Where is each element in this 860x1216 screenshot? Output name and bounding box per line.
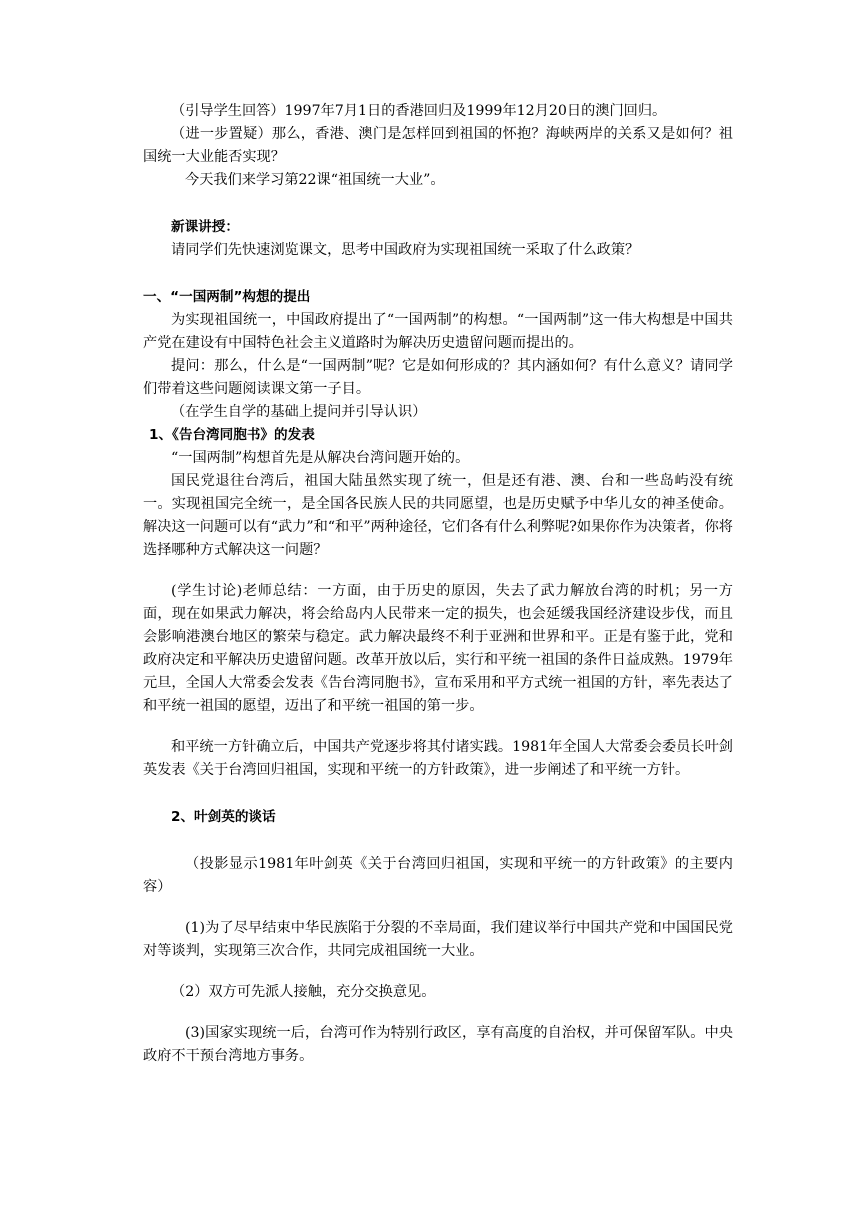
- subsection-one-heading: 1、《告台湾同胞书》的发表: [149, 427, 315, 443]
- subsection-two-heading: 2、叶剑英的谈话: [171, 809, 276, 825]
- intro-question-paragraph: （进一步置疑）那么，香港、澳门是怎样回到祖国的怀抱？海峡两岸的关系又是如何？祖国统一大业能否实现？: [143, 126, 733, 165]
- lesson-intro-paragraph: 今天我们来学习第22课“祖国统一大业”。: [185, 172, 445, 188]
- peaceful-policy-paragraph: 和平统一方针确立后，中国共产党逐步将其付诸实践。1981年全国人大常委会委员长叶剑英发表《关于台湾回归祖国，实现和平统一的方针政策》，进一步阐述了和平统一方针。: [143, 739, 733, 778]
- document-page: [143, 100, 733, 1068]
- teacher-summary-paragraph: (学生讨论)老师总结：一方面，由于历史的原因，失去了武力解放台湾的时机；另一方面，现在如果武力解决，将会给岛内人民带来一定的损失，也会延缓我国经济建设步伐，而且会影响港澳台地区的繁荣与稳定。武力解决最终不利于亚洲和世界和平。正是有鉴于此，党和政府决定和平解决历史遗留问题。改革开放以后，实行和平统一祖国的条件日益成熟。1979年元旦，全国人大常委会发表《告台湾同胞书》，宣布采用和平方式统一祖国的方针，率先表达了和平统一祖国的愿望，迈出了和平统一祖国的第一步。: [143, 583, 733, 714]
- new-lesson-question-paragraph: 请同学们先快速浏览课文，思考中国政府为实现祖国统一采取了什么政策？: [171, 242, 640, 258]
- one-country-two-systems-paragraph: 为实现祖国统一，中国政府提出了“一国两制”的构想。“一国两制”这一伟大构想是中国共产党在建设有中国特色社会主义道路时为解决历史遗留问题而提出的。: [143, 312, 733, 351]
- policy-point-2: （2）双方可先派人接触，充分交换意见。: [171, 984, 436, 1000]
- taiwan-origin-paragraph: “一国两制”构想首先是从解决台湾问题开始的。: [171, 450, 470, 466]
- policy-point-3: (3)国家实现统一后，台湾可作为特别行政区，享有高度的自治权，并可保留军队。中央政府不干预台湾地方事务。: [143, 1025, 733, 1064]
- reunification-options-paragraph: 国民党退往台湾后，祖国大陆虽然实现了统一，但是还有港、澳、台和一些岛屿没有统一。实现祖国完全统一，是全国各民族人民的共同愿望，也是历史赋予中华儿女的神圣使命。解决这一问题可以有“武力”和“和平”两种途径，它们各有什么利弊呢?如果你作为决策者，你将选择哪种方式解决这一问题？: [143, 473, 733, 558]
- guided-learning-note: （在学生自学的基础上提问并引导认识）: [171, 404, 427, 420]
- section-one-heading: 一、“一国两制”构想的提出: [143, 289, 311, 305]
- teacher-question-paragraph: 提问：那么，什么是“一国两制”呢？它是如何形成的？其内涵如何？有什么意义？请同学们带着这些问题阅读课文第一子目。: [143, 358, 733, 397]
- projection-note-paragraph: （投影显示1981年叶剑英《关于台湾回归祖国，实现和平统一的方针政策》的主要内容）: [143, 856, 733, 895]
- new-lesson-heading: 新课讲授：: [171, 219, 239, 235]
- policy-point-1: (1)为了尽早结束中华民族陷于分裂的不幸局面，我们建议举行中国共产党和中国国民党对等谈判，实现第三次合作，共同完成祖国统一大业。: [143, 920, 733, 959]
- intro-answer-paragraph: （引导学生回答）1997年7月1日的香港回归及1999年12月20日的澳门回归。: [171, 103, 667, 119]
